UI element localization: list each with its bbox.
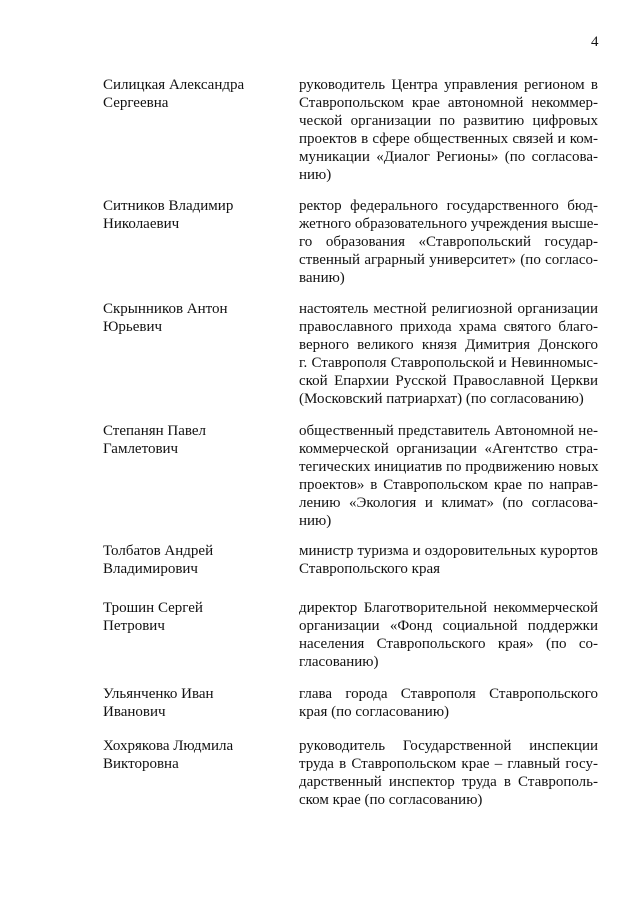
person-name (103, 76, 283, 112)
person-name-line: Петрович (103, 618, 165, 634)
position-description-line: министр туризма и оздоровительных курортов (299, 543, 598, 559)
position-description-line: общественный представитель Автономной не- (299, 423, 598, 439)
position-description-line: лению «Экология и климат» (по согласова- (299, 495, 598, 511)
position-description (299, 542, 598, 578)
position-description-line: края (по согласованию) (299, 704, 450, 720)
person-name (103, 599, 283, 635)
person-name-line: Викторовна (103, 756, 179, 772)
position-description-line: православного прихода храма святого благо- (299, 319, 598, 335)
position-description (299, 300, 598, 408)
person-name-line: Иванович (103, 704, 166, 720)
position-description-line: директор Благотворительной некоммерческой (299, 600, 598, 616)
person-name-line: Юрьевич (103, 319, 163, 335)
person-name (103, 737, 283, 773)
position-description-line: организации «Фонд социальной поддержки (299, 618, 598, 634)
position-description-line: гласованию) (299, 654, 379, 670)
person-name (103, 542, 283, 578)
position-description-line: проектов» в Ставропольском крае по направ- (299, 477, 598, 493)
position-description-line: муникации «Диалог Регионы» (по согласова- (299, 149, 598, 165)
position-description-line: проектов в сфере общественных связей и ком- (299, 131, 598, 147)
position-description-line: настоятель местной религиозной организации (299, 301, 598, 317)
person-name (103, 422, 283, 458)
person-name-line: Трошин Сергей (103, 600, 203, 616)
person-name-line: Степанян Павел (103, 423, 207, 439)
person-name (103, 300, 283, 336)
person-name-line: Хохрякова Людмила (103, 738, 234, 754)
position-description-line: коммерческой организации «Агентство стра- (299, 441, 598, 457)
position-description-line: ванию) (299, 270, 345, 286)
position-description (299, 422, 598, 530)
position-description-line: нию) (299, 513, 332, 529)
position-description-line: ском крае (по согласованию) (299, 792, 483, 808)
position-description-line: Ставропольского края (299, 561, 440, 577)
page-number: 4 (591, 34, 599, 50)
position-description (299, 197, 598, 287)
position-description-line: дарственный инспектор труда в Ставрополь- (299, 774, 598, 790)
position-description (299, 685, 598, 721)
person-name (103, 197, 283, 233)
person-name (103, 685, 283, 721)
person-name-line: Ситников Владимир (103, 198, 234, 214)
position-description-line: ческой организации по развитию цифровых (299, 113, 598, 129)
position-description-line: Ставропольском крае автономной некоммер- (299, 95, 598, 111)
person-name-line: Силицкая Александра (103, 77, 245, 93)
position-description-line: руководитель Государственной инспекции (299, 738, 598, 754)
position-description-line: тегических инициатив по продвижению новых (299, 459, 599, 475)
person-name-line: Сергеевна (103, 95, 169, 111)
position-description-line: (Московский патриархат) (по согласованию) (299, 391, 584, 407)
person-name-line: Ульянченко Иван (103, 686, 214, 702)
person-name-line: Николаевич (103, 216, 180, 232)
position-description-line: г. Ставрополя Ставропольской и Невинномыс- (299, 355, 598, 371)
position-description (299, 599, 598, 671)
position-description-line: го образования «Ставропольский государ- (299, 234, 598, 250)
position-description-line: руководитель Центра управления регионом в (299, 77, 598, 93)
position-description-line: жетного образовательного учреждения высше- (299, 216, 599, 232)
position-description-line: труда в Ставропольском крае – главный госу- (299, 756, 598, 772)
position-description-line: ственный аграрный университет» (по согласо- (299, 252, 598, 268)
position-description (299, 76, 598, 184)
person-name-line: Гамлетович (103, 441, 179, 457)
position-description-line: верного великого князя Димитрия Донского (299, 337, 598, 353)
position-description-line: ской Епархии Русской Православной Церкви (299, 373, 598, 389)
position-description (299, 737, 598, 809)
position-description-line: нию) (299, 167, 332, 183)
person-name-line: Скрынников Антон (103, 301, 228, 317)
position-description-line: ректор федерального государственного бюд- (299, 198, 598, 214)
position-description-line: глава города Ставрополя Ставропольского (299, 686, 598, 702)
person-name-line: Владимирович (103, 561, 198, 577)
position-description-line: населения Ставропольского края» (по со- (299, 636, 598, 652)
person-name-line: Толбатов Андрей (103, 543, 214, 559)
